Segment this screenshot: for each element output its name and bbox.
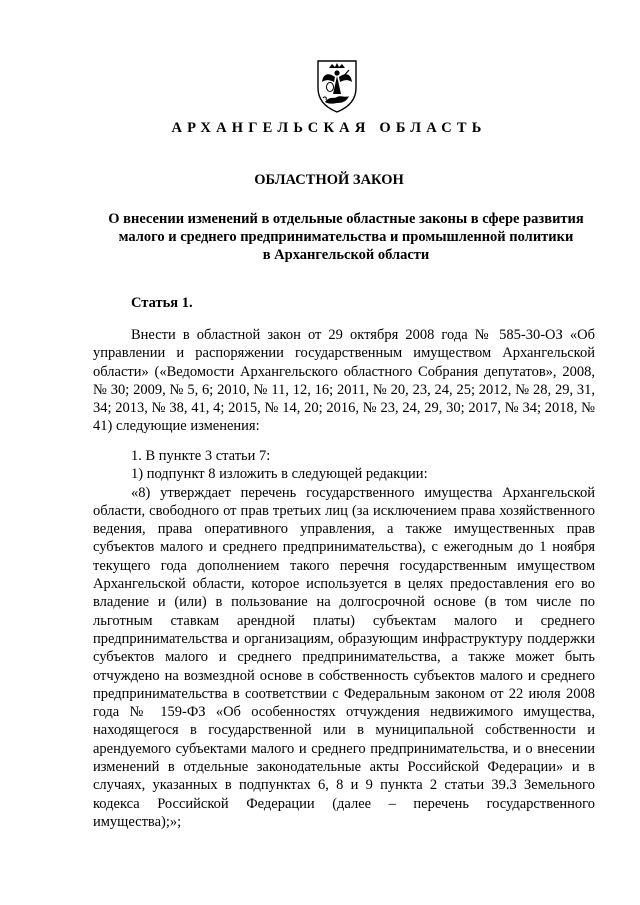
- coat-of-arms-icon: [314, 58, 360, 114]
- article-heading: Статья 1.: [131, 295, 193, 311]
- point-heading: 1. В пункте 3 статьи 7:: [131, 448, 271, 464]
- document-title: ОБЛАСТНОЙ ЗАКОН: [254, 172, 404, 188]
- subtitle-line: малого и среднего предпринимательства и промышленной политики: [118, 229, 574, 245]
- subpoint-heading: 1) подпункт 8 изложить в следующей редакции:: [131, 466, 428, 483]
- document-subtitle: [96, 210, 596, 264]
- intro-paragraph-block: [93, 326, 595, 436]
- region-name: АРХАНГЕЛЬСКАЯ ОБЛАСТЬ: [171, 120, 487, 136]
- intro-paragraph: Внести в областной закон от 29 октября 2008 года № 585-30-ОЗ «Об управлении и распоряжении государственным имуществом Архангельской области» («Ведомости Архангельского областного Собрания депутатов», 2008, № 30; 2009, № 5, 6; 2010, № 11, 12, 16; 2011, № 20, 23, 24, 25; 2012, № 28, 29, 31, 34; 2013, № 38, 41, 4; 2015, № 14, 20; 2016, № 23, 24, 29, 30; 2017, № 34; 2018, № 41) следующие изменения:: [93, 327, 595, 435]
- quoted-paragraph: «8) утверждает перечень государственного имущества Архангельской области, свободного от прав третьих лиц (за исключением права хозяйственного ведения, права оперативного управления, а также имущественных прав субъектов малого и среднего предпринимательства), с ежегодным до 1 ноября текущего года дополнением такого перечня государственным имуществом Архангельской области, которое используется в целях предоставления его во владение и (или) в пользование на долгосрочной основе (в том числе по льготным ставкам арендной платы) субъектам малого и среднего предпринимательства и организациям, образующим инфраструктуру поддержки субъектов малого и среднего предпринимательства, а также может быть отчуждено на возмездной основе в собственность субъектов малого и среднего предпринимательства в соответствии с Федеральным законом от 22 июля 2008 года № 159-ФЗ «Об особенностях отчуждения недвижимого имущества, находящегося в государственной или в муниципальной собственности и арендуемого субъектами малого и среднего предпринимательства, и о внесении изменений в отдельные законодательные акты Российской Федерации» и в случаях, указанных в подпунктах 6, 8 и 9 пункта 2 статьи 39.3 Земельного кодекса Российской Федерации (далее – перечень государственного имущества);»;: [93, 484, 595, 830]
- subtitle-line: О внесении изменений в отдельные областные законы в сфере развития: [108, 211, 584, 227]
- subtitle-line: в Архангельской области: [262, 247, 430, 263]
- amendments-block: [93, 447, 595, 831]
